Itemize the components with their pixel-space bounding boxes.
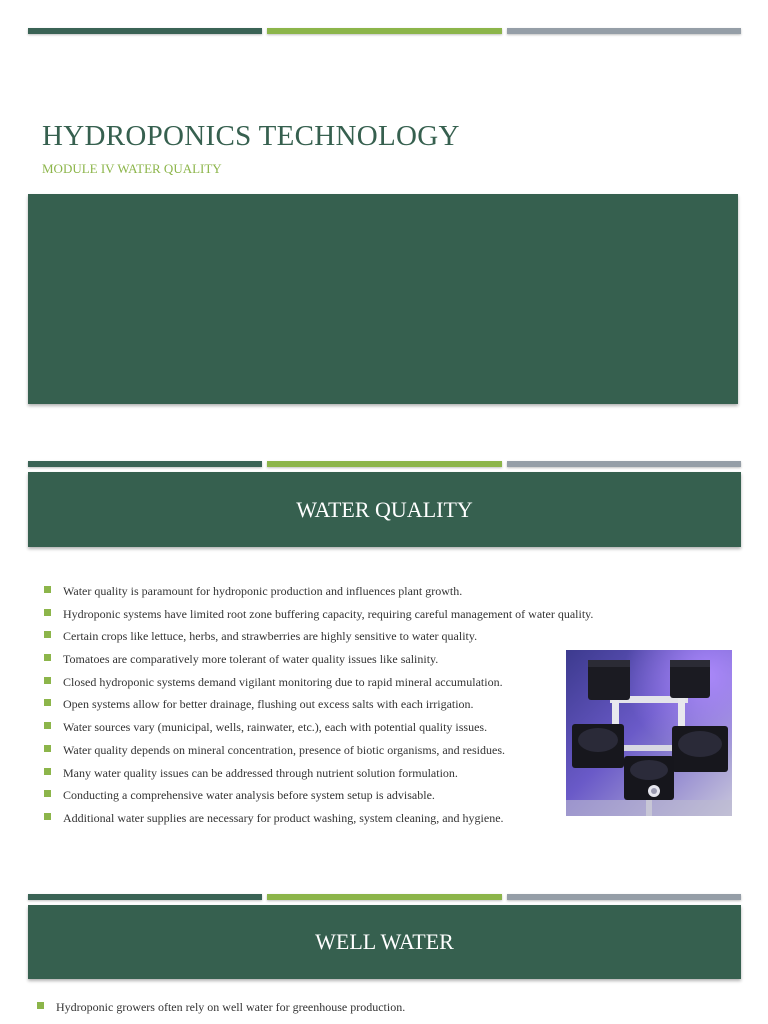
stripe-light-green xyxy=(267,894,501,900)
title-slide-panel xyxy=(28,194,738,404)
stripe-light-green xyxy=(267,461,501,467)
bullet-square-icon xyxy=(44,677,51,684)
hydroponic-system-photo xyxy=(566,650,732,816)
well-water-stripe-bar xyxy=(28,894,741,902)
stripe-dark-green xyxy=(28,28,262,34)
well-water-heading: WELL WATER xyxy=(315,929,454,954)
bullet-square-icon xyxy=(44,745,51,752)
bullet-square-icon xyxy=(44,654,51,661)
list-item: Open systems allow for better drainage, flushing out excess salts with each irrigation. xyxy=(44,697,593,720)
presentation-title: HYDROPONICS TECHNOLOGY xyxy=(42,120,460,152)
list-item: Conducting a comprehensive water analysis before system setup is advisable. xyxy=(44,788,593,811)
stripe-gray xyxy=(507,461,741,467)
list-item: Water sources vary (municipal, wells, rainwater, etc.), each with potential quality issues. xyxy=(44,720,593,743)
list-item: Hydroponic systems have limited root zone buffering capacity, requiring careful management of water quality. xyxy=(44,607,593,630)
list-item: Water quality depends on mineral concentration, presence of biotic organisms, and residues. xyxy=(44,743,593,766)
water-quality-heading: WATER QUALITY xyxy=(296,496,473,522)
stripe-dark-green xyxy=(28,461,262,467)
stripe-gray xyxy=(507,894,741,900)
water-quality-bullet-list xyxy=(44,584,593,834)
bullet-square-icon xyxy=(44,631,51,638)
bullet-square-icon xyxy=(44,699,51,706)
presentation-subtitle: MODULE IV WATER QUALITY xyxy=(42,161,222,176)
stripe-dark-green xyxy=(28,894,262,900)
list-item: Certain crops like lettuce, herbs, and strawberries are highly sensitive to water quality. xyxy=(44,629,593,652)
bullet-square-icon xyxy=(44,768,51,775)
list-item: Water quality is paramount for hydroponic production and influences plant growth. xyxy=(44,584,593,607)
stripe-light-green xyxy=(267,28,501,34)
list-item: Additional water supplies are necessary for product washing, system cleaning, and hygiene. xyxy=(44,811,593,834)
list-item: Hydroponic growers often rely on well water for greenhouse production. xyxy=(37,1000,405,1023)
list-item: Closed hydroponic systems demand vigilant monitoring due to rapid mineral accumulation. xyxy=(44,675,593,698)
bullet-square-icon xyxy=(44,790,51,797)
list-item: Many water quality issues can be addressed through nutrient solution formulation. xyxy=(44,766,593,789)
stripe-gray xyxy=(507,28,741,34)
water-quality-header xyxy=(28,472,741,547)
list-item: Tomatoes are comparatively more tolerant of water quality issues like salinity. xyxy=(44,652,593,675)
water-quality-stripe-bar xyxy=(28,461,741,469)
bullet-square-icon xyxy=(44,722,51,729)
bullet-square-icon xyxy=(37,1002,44,1009)
bullet-square-icon xyxy=(44,813,51,820)
bullet-square-icon xyxy=(44,609,51,616)
bullet-square-icon xyxy=(44,586,51,593)
well-water-bullet-list xyxy=(37,1000,405,1023)
well-water-header xyxy=(28,905,741,979)
top-stripe-bar xyxy=(28,28,741,36)
